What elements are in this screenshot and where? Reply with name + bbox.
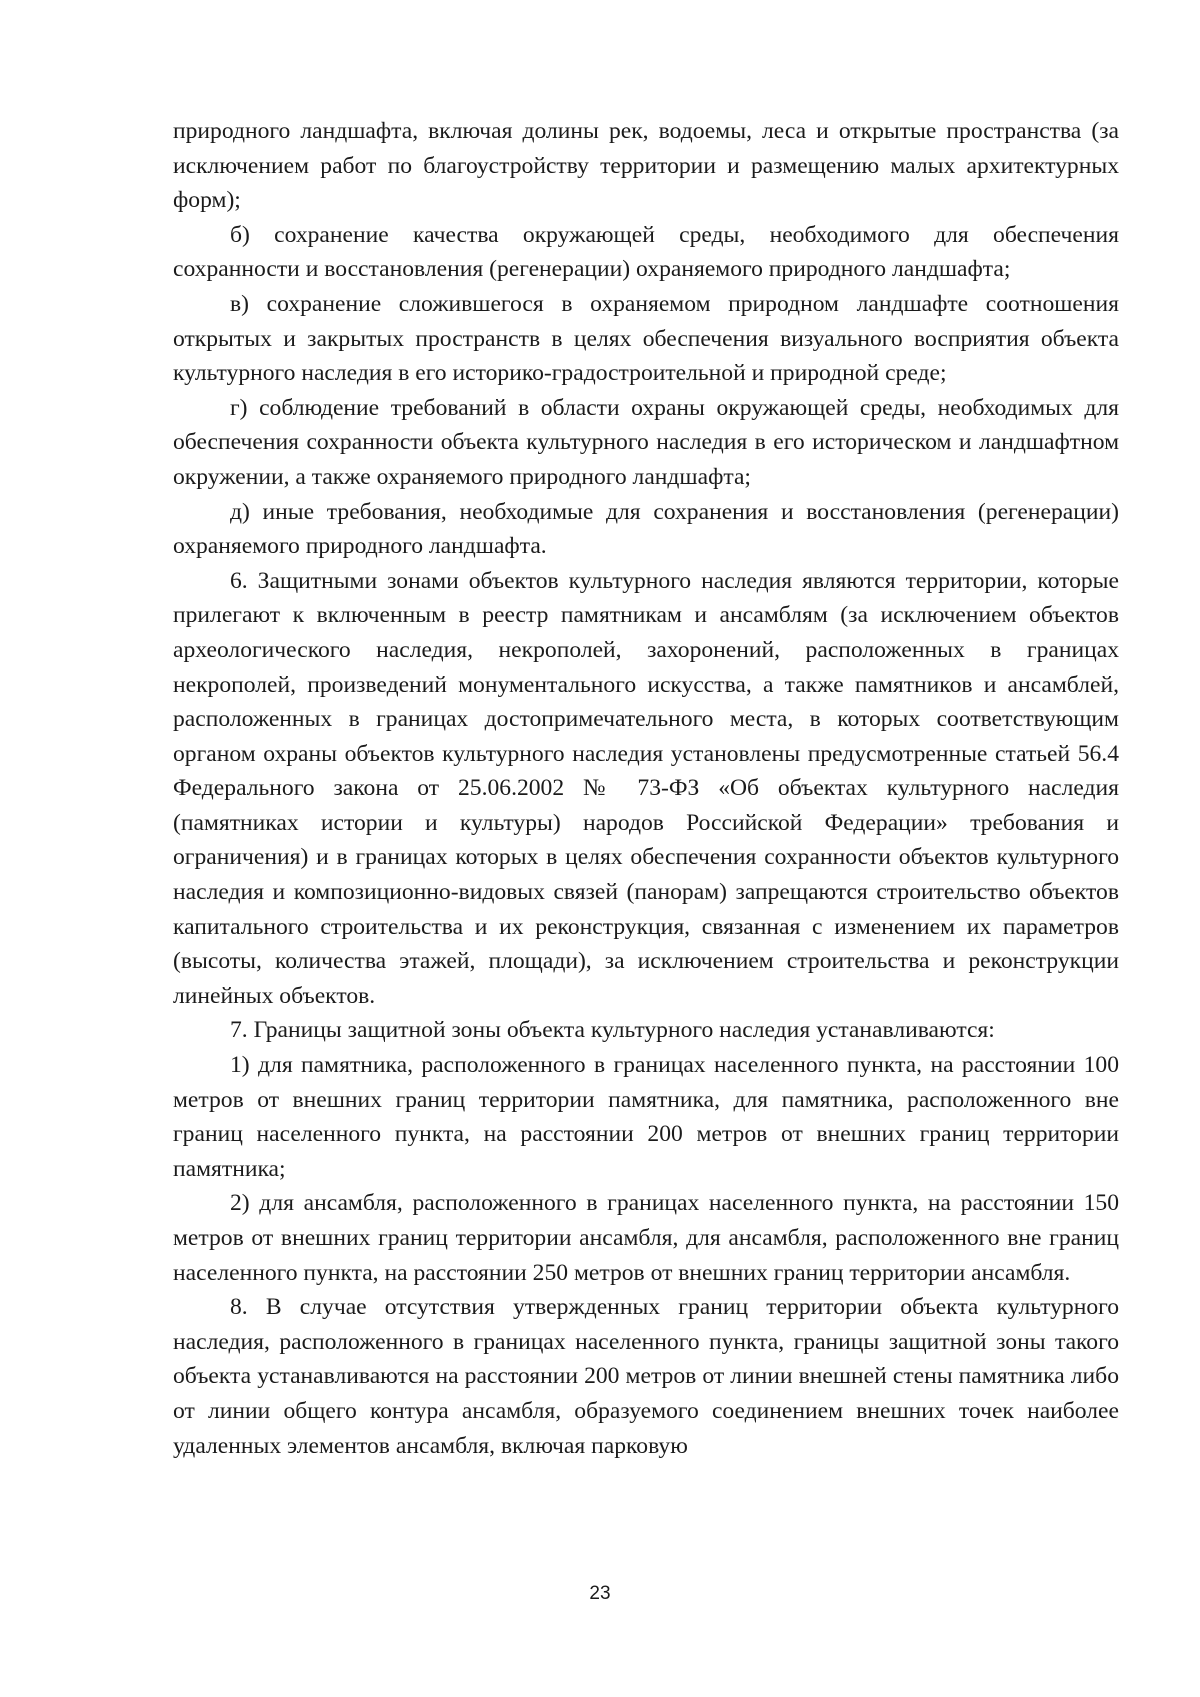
paragraph-section-7: 7. Границы защитной зоны объекта культурного наследия устанавливаются: <box>230 1017 995 1044</box>
paragraph-item-v: в) сохранение сложившегося в охраняемом природном ландшафте соотношения открытых и закрытых пространств в целях обеспечения визуального восприятия объекта культурного наследия в его историко-градостроительной и природной среде; <box>173 290 1119 387</box>
paragraph-item-b: б) сохранение качества окружающей среды, необходимого для обеспечения сохранности и восстановления (регенерации) охраняемого природного ландшафта; <box>173 221 1119 283</box>
paragraph-item-2: 2) для ансамбля, расположенного в границах населенного пункта, на расстоянии 150 метров от внешних границ территории ансамбля, для ансамбля, расположенного вне границ населенного пункта, на расстоянии 250 метров от внешних границ территории ансамбля. <box>173 1190 1119 1286</box>
page-number: 23 <box>589 1583 611 1604</box>
paragraph-section-8: 8. В случае отсутствия утвержденных границ территории объекта культурного наследия, расположенного в границах населенного пункта, границы защитной зоны такого объекта устанавливаются на расстоянии 200 метров от линии внешней стены памятника либо от линии общего контура ансамбля, образуемого соединением внешних точек наиболее удаленных элементов ансамбля, включая парковую <box>173 1294 1119 1459</box>
document-body <box>173 114 1119 1463</box>
paragraph-item-1: 1) для памятника, расположенного в границах населенного пункта, на расстоянии 100 метров от внешних границ территории памятника, для памятника, расположенного вне границ населенного пункта, на расстоянии 200 метров от внешних границ территории памятника; <box>173 1052 1119 1182</box>
paragraph-item-d: д) иные требования, необходимые для сохранения и восстановления (регенерации) охраняемого природного ландшафта. <box>173 498 1119 560</box>
paragraph-item-g: г) соблюдение требований в области охраны окружающей среды, необходимых для обеспечения сохранности объекта культурного наследия в его историческом и ландшафтном окружении, а также охраняемого природного ландшафта; <box>173 394 1119 490</box>
paragraph-landscape-continuation: природного ландшафта, включая долины рек, водоемы, леса и открытые пространства (за исключением работ по благоустройству территории и размещению малых архитектурных форм); <box>173 118 1119 214</box>
paragraph-section-6: 6. Защитными зонами объектов культурного наследия являются территории, которые прилегают к включенным в реестр памятникам и ансамблям (за исключением объектов археологического наследия, некрополей, захоронений, расположенных в границах некрополей, произведений монументального искусства, а также памятников и ансамблей, расположенных в границах достопримечательного места, в которых соответствующим органом охраны объектов культурного наследия установлены предусмотренные статьей 56.4 Федерального закона от 25.06.2002 № 73-ФЗ «Об объектах культурного наследия (памятниках истории и культуры) народов Российской Федерации» требования и ограничения) и в границах которых в целях обеспечения сохранности объектов культурного наследия и композиционно-видовых связей (панорам) запрещаются строительство объектов капитального строительства и их реконструкция, связанная с изменением их параметров (высоты, количества этажей, площади), за исключением строительства и реконструкции линейных объектов. <box>173 567 1119 1009</box>
